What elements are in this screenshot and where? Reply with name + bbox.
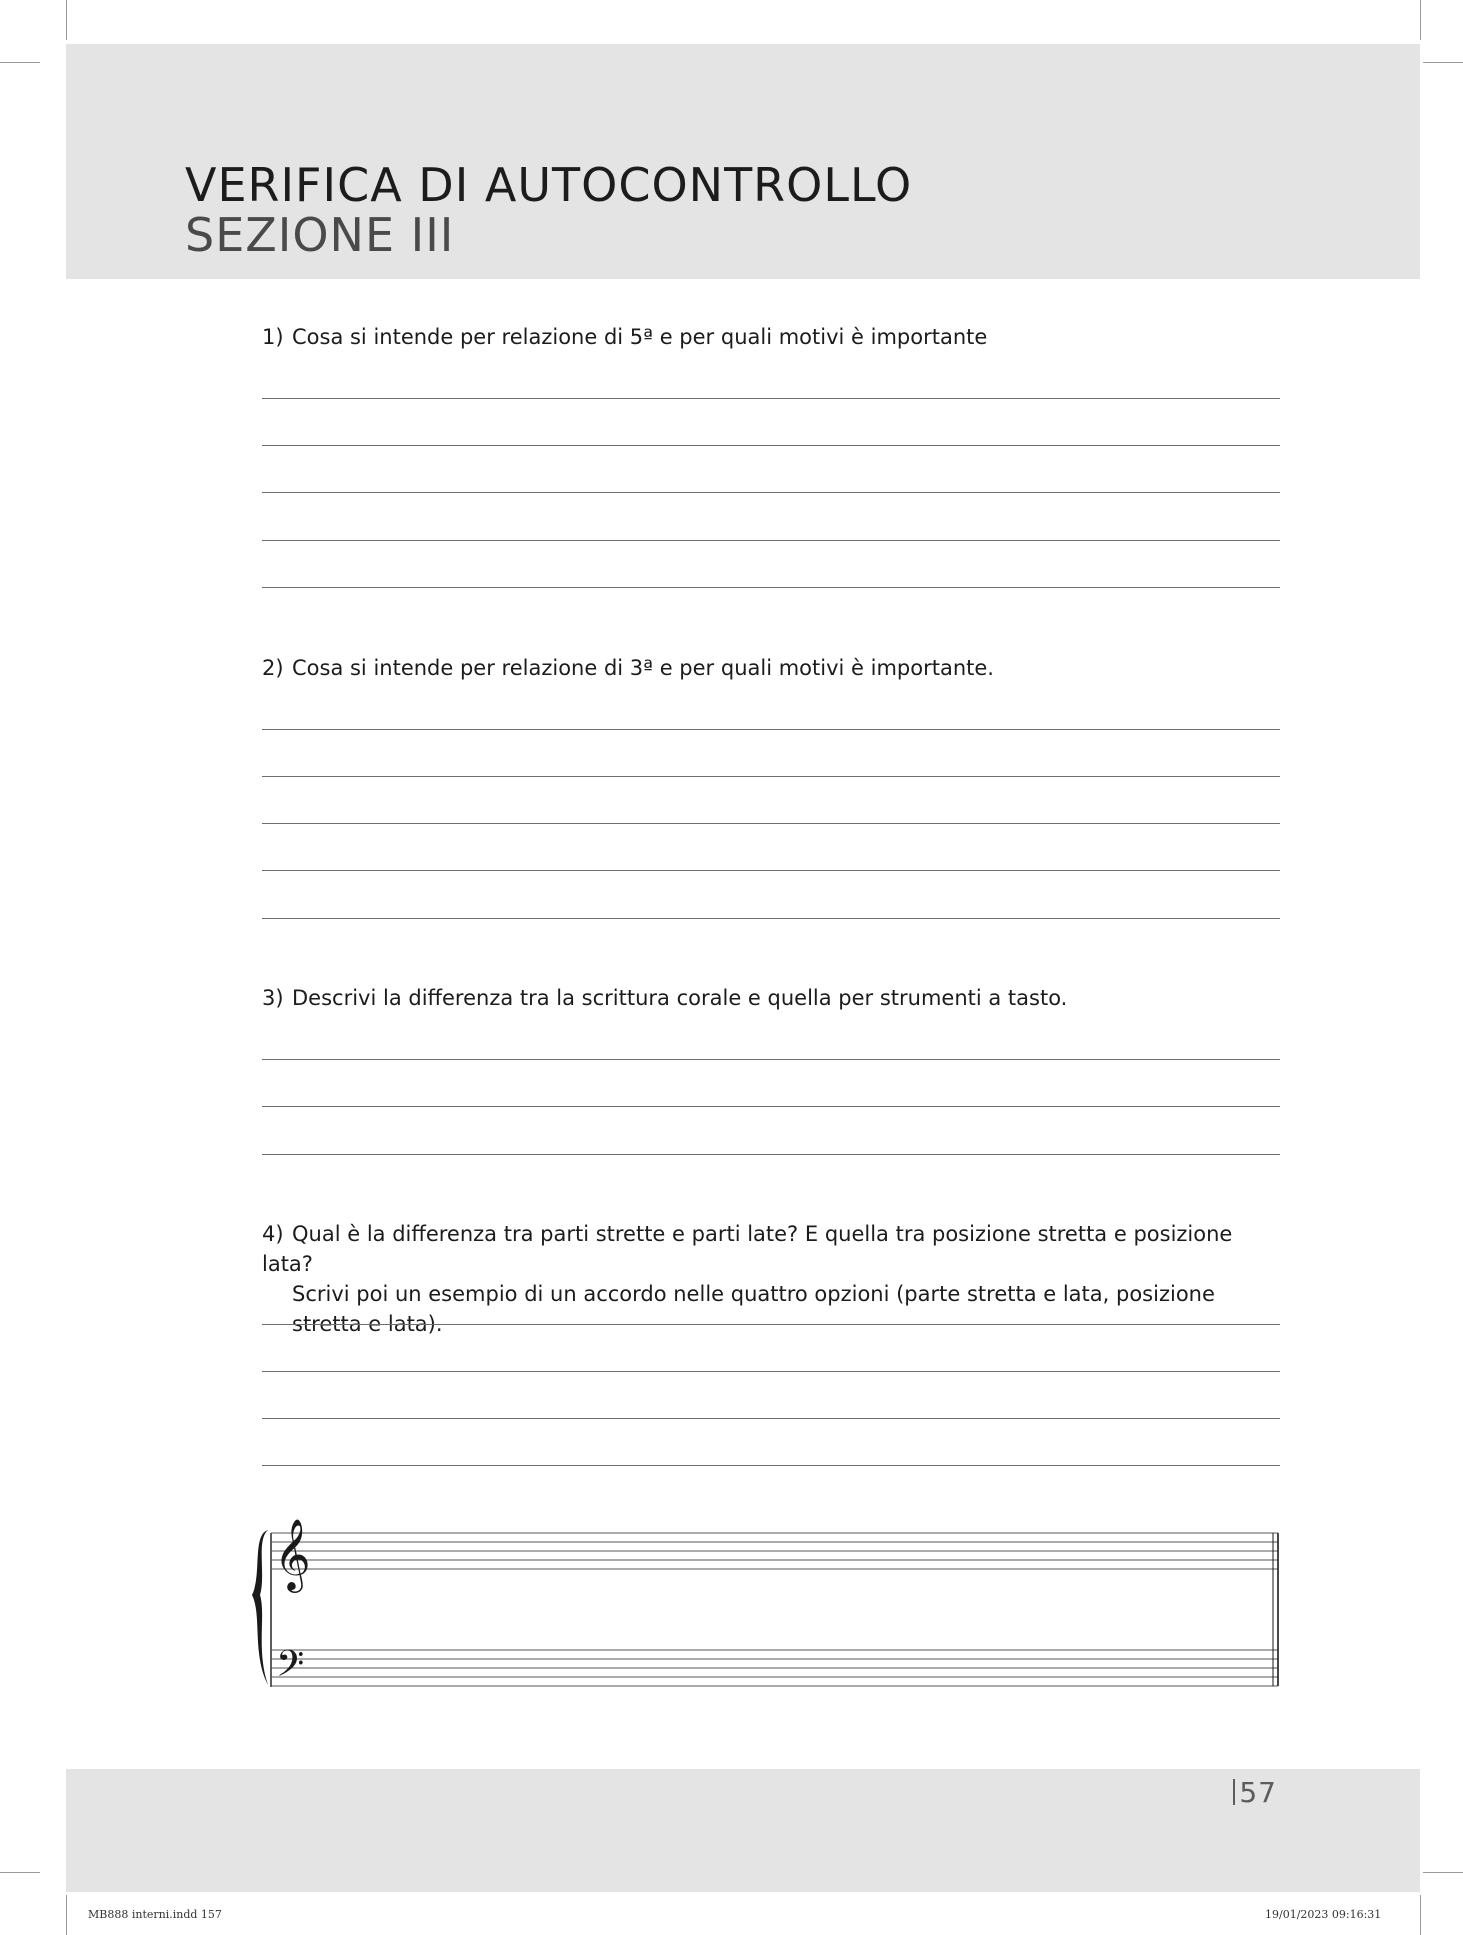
question-3 — [262, 983, 1282, 1013]
answer-line[interactable] — [262, 918, 1280, 919]
crop-mark — [1423, 62, 1463, 63]
slug-file: MB888 interni.indd 157 — [88, 1908, 222, 1921]
question-text-line2: Scrivi poi un esempio di un accordo nelle quattro opzioni (parte stretta e lata, posizione stretta e lata). — [292, 1282, 1215, 1336]
crop-mark — [1420, 0, 1421, 40]
answer-line[interactable] — [262, 1154, 1280, 1155]
page-number-bar — [1233, 1779, 1235, 1805]
answer-line[interactable] — [262, 823, 1280, 824]
answer-line[interactable] — [262, 1465, 1280, 1466]
question-number: 4) — [262, 1222, 284, 1246]
crop-mark — [66, 1895, 67, 1935]
question-text: Cosa si intende per relazione di 5ª e per quali motivi è importante — [292, 325, 988, 349]
crop-mark — [1420, 1895, 1421, 1935]
treble-clef-icon: 𝄞 — [274, 1517, 311, 1590]
page-title: VERIFICA DI AUTOCONTROLLO — [185, 158, 913, 212]
page-subtitle: SEZIONE III — [185, 208, 455, 262]
question-text: Cosa si intende per relazione di 3ª e per quali motivi è importante. — [292, 656, 994, 680]
slug-datetime: 19/01/2023 09:16:31 — [1265, 1908, 1382, 1921]
answer-line[interactable] — [262, 587, 1280, 588]
footer-band — [66, 1769, 1420, 1892]
question-number: 3) — [262, 986, 284, 1010]
bass-clef-icon: 𝄢 — [276, 1643, 305, 1694]
answer-line[interactable] — [262, 1324, 1280, 1325]
page-number-text: 57 — [1239, 1776, 1277, 1809]
answer-line[interactable] — [262, 776, 1280, 777]
answer-line[interactable] — [262, 445, 1280, 446]
grand-staff-svg — [250, 1505, 1290, 1695]
question-text: Descrivi la differenza tra la scrittura corale e quella per strumenti a tasto. — [292, 986, 1068, 1010]
crop-mark — [1423, 1872, 1463, 1873]
question-number: 2) — [262, 656, 284, 680]
crop-mark — [0, 62, 40, 63]
bass-staff — [271, 1650, 1278, 1686]
question-4 — [262, 1219, 1282, 1339]
answer-line[interactable] — [262, 729, 1280, 730]
answer-line[interactable] — [262, 1106, 1280, 1107]
crop-mark — [0, 1872, 40, 1873]
treble-staff — [271, 1533, 1278, 1569]
question-text: Qual è la differenza tra parti strette e parti late? E quella tra posizione stretta e posizione lata? — [262, 1222, 1233, 1276]
page-number — [1233, 1776, 1277, 1809]
answer-line[interactable] — [262, 398, 1280, 399]
answer-line[interactable] — [262, 1371, 1280, 1372]
answer-line[interactable] — [262, 492, 1280, 493]
grand-staff[interactable] — [250, 1505, 1290, 1695]
question-number: 1) — [262, 325, 284, 349]
brace-icon — [252, 1530, 268, 1685]
answer-line[interactable] — [262, 1418, 1280, 1419]
crop-mark — [66, 0, 67, 40]
question-1 — [262, 322, 1282, 352]
answer-line[interactable] — [262, 1059, 1280, 1060]
answer-line[interactable] — [262, 870, 1280, 871]
question-2 — [262, 653, 1282, 683]
answer-line[interactable] — [262, 540, 1280, 541]
